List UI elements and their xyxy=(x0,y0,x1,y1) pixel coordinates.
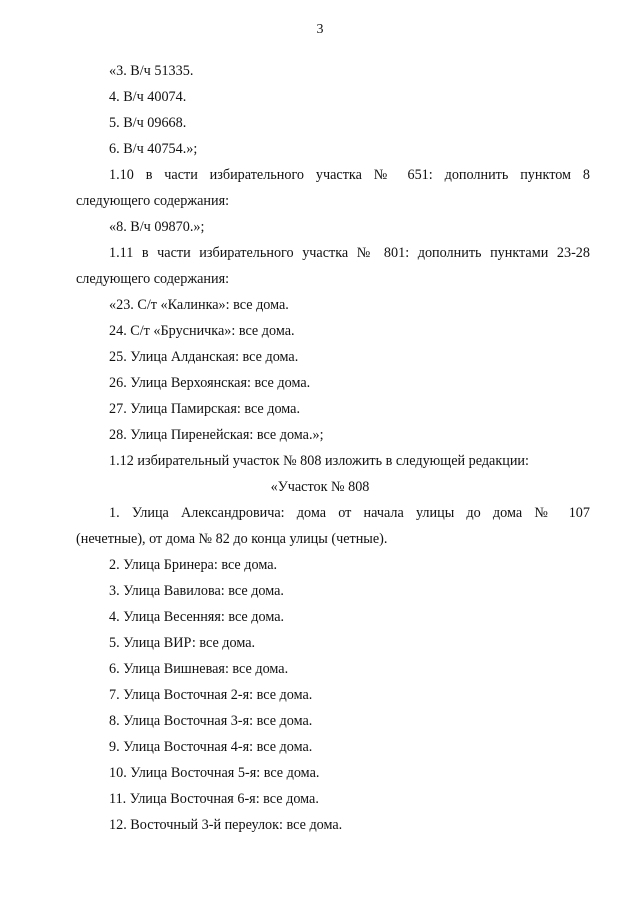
page-number: 3 xyxy=(316,22,324,37)
list-item: 26. Улица Верхоянская: все дома. xyxy=(109,375,311,391)
list-item: 2. Улица Бринера: все дома. xyxy=(109,557,278,573)
list-item: 4. В/ч 40074. xyxy=(109,89,187,105)
paragraph-line: 1.12 избирательный участок № 808 изложить в следующей редакции: xyxy=(109,453,529,469)
list-item: 8. Улица Восточная 3-я: все дома. xyxy=(109,713,313,729)
list-item: 3. Улица Вавилова: все дома. xyxy=(109,583,284,599)
list-item-continuation: (нечетные), от дома № 82 до конца улицы (четные). xyxy=(76,531,388,547)
list-item: 6. В/ч 40754.»; xyxy=(109,141,198,157)
list-item: 9. Улица Восточная 4-я: все дома. xyxy=(109,739,313,755)
list-item: 24. С/т «Брусничка»: все дома. xyxy=(109,323,295,339)
list-item: 12. Восточный 3-й переулок: все дома. xyxy=(109,817,343,833)
list-item: «23. С/т «Калинка»: все дома. xyxy=(109,297,289,313)
list-item: 5. Улица ВИР: все дома. xyxy=(109,635,256,651)
list-item: 28. Улица Пиренейская: все дома.»; xyxy=(109,427,324,443)
list-item: 6. Улица Вишневая: все дома. xyxy=(109,661,289,677)
paragraph-line: 1.11 в части избирательного участка № 801: дополнить пунктами 23-28 xyxy=(109,245,590,261)
list-item: «3. В/ч 51335. xyxy=(109,63,194,79)
list-item: 25. Улица Алданская: все дома. xyxy=(109,349,299,365)
list-item: «8. В/ч 09870.»; xyxy=(109,219,205,235)
paragraph-line: следующего содержания: xyxy=(76,271,230,287)
list-item: 5. В/ч 09668. xyxy=(109,115,187,131)
list-item: 27. Улица Памирская: все дома. xyxy=(109,401,301,417)
list-item: 1. Улица Александровича: дома от начала улицы до дома № 107 xyxy=(109,505,590,521)
list-item: 4. Улица Весенняя: все дома. xyxy=(109,609,285,625)
list-item: 10. Улица Восточная 5-я: все дома. xyxy=(109,765,320,781)
list-item: 11. Улица Восточная 6-я: все дома. xyxy=(109,791,319,807)
paragraph-line: 1.10 в части избирательного участка № 651: дополнить пунктом 8 xyxy=(109,167,590,183)
list-item: 7. Улица Восточная 2-я: все дома. xyxy=(109,687,313,703)
paragraph-line: следующего содержания: xyxy=(76,193,230,209)
section-heading: «Участок № 808 xyxy=(270,479,370,495)
